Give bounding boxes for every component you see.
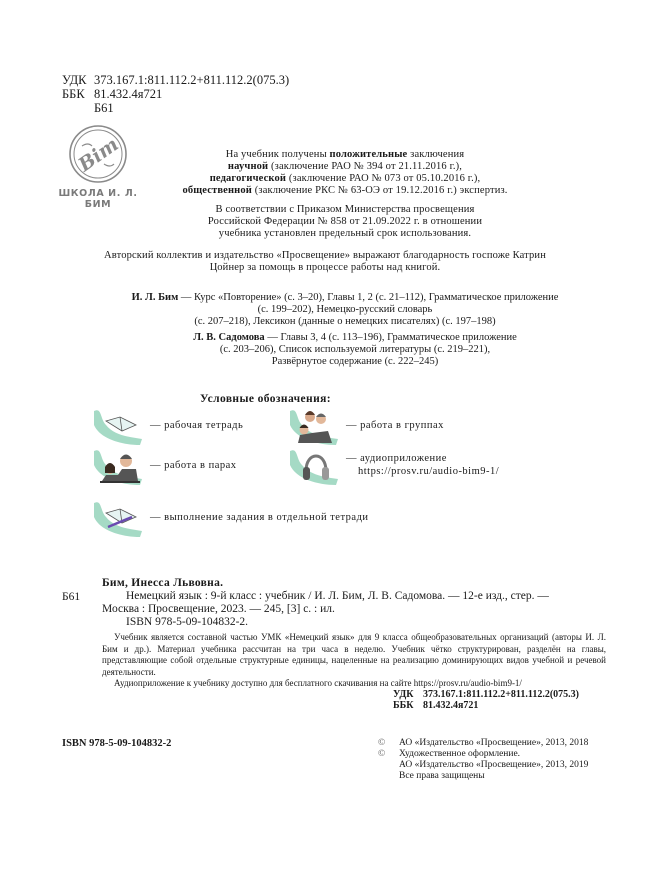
notebook-pen-icon — [92, 497, 144, 537]
author-contribution-bim: И. Л. Бим — Курс «Повторение» (с. 3–20), Главы 1, 2 (с. 21–112), Грамматическое приложение (с. 199–202), Немецко-русский словарь (с. 207–218), Лексикон (данные о немецких писателях) (с. 197–198) — [131, 292, 559, 327]
school-bim-logo — [46, 124, 150, 210]
isbn: ISBN 978-5-09-104832-2 — [62, 738, 172, 749]
copyright-icon: © — [378, 738, 386, 748]
udk-label: УДК — [62, 73, 87, 87]
isbn-line: ISBN 978-5-09-104832-2. — [126, 616, 249, 628]
classification-header — [62, 73, 289, 115]
author-name: И. Л. Бим — [131, 292, 179, 303]
copyright-block: © АО «Издательство «Просвещение», 2013, 2018 © Художественное оформление. АО «Издательство «Просвещение», 2013, 2019 Все права защищены — [378, 738, 589, 781]
decree-block: В соответствии с Приказом Министерства просвещения Российской Федерации № 858 от 21.09.2022 г. в отношении учебника установлен предельный срок использования. — [207, 204, 483, 239]
author-name: Л. В. Садомова — [193, 332, 265, 343]
author-contribution-sadomova: Л. В. Садомова — Главы 3, 4 (с. 113–196), Грамматическое приложение (с. 203–206), Список используемой литературы (с. 219–221), Развёрнутое содержание (с. 222–245) — [193, 332, 517, 367]
legend-item-workbook: — рабочая тетрадь — [92, 405, 243, 445]
bim-emblem-icon — [68, 124, 128, 184]
legend-title: Условные обозначения: — [200, 393, 331, 405]
legend-item-pair-work: — работа в парах — [92, 445, 237, 485]
annotation: Учебник является составной частью УМК «Немецкий язык» для 9 класса общеобразовательных организаций (авторы И. Л. Бим и др.). Материал учебника рассчитан на три часа в неделю. Учебник чётко структурирован, разделён на главы, представляющие собой отдельные структурные единицы, нацеленные на реализацию доминирующих видов учебной и речевой деятельности. Аудиоприложение к учебнику доступно для бесплатного скачивания на сайте https://prosv.ru/audio-bim9-1/ — [102, 632, 606, 688]
footer-classification: УДК 373.167.1:811.112.2+811.112.2(075.3) ББК 81.432.4я721 — [393, 689, 579, 711]
legend-item-audio: — аудиоприложение https://prosv.ru/audio-bim9-1/ — [288, 445, 499, 485]
legend-item-group-work: — работа в группах — [288, 405, 444, 445]
author-heading: Бим, Инесса Львовна. — [102, 577, 224, 589]
workbook-icon — [92, 405, 144, 445]
reviews-block: На учебник получены положительные заключения научной (заключение РАО № 394 от 21.11.2016 г.), педагогической (заключение РАО № 073 от 05.10.2016 г.), общественной (заключение РКС № 63-ОЭ от 19.12.2016 г.) экспертиз. — [182, 149, 508, 196]
bibliographic-record: Бим, Инесса Львовна. Б61 Немецкий язык : 9-й класс : учебник / И. Л. Бим, Л. В. Садомова. — 12-е изд., стер. — Москва : Просвещение, 2023. — 245, [3] с. : ил. ISBN 978-5-09-104832-2. — [62, 577, 612, 629]
author-mark: Б61 — [94, 101, 114, 115]
svg-text:Bim: Bim — [74, 133, 123, 177]
copyright-icon: © — [378, 749, 386, 759]
legend-item-separate-notebook: — выполнение задания в отдельной тетради — [92, 497, 369, 537]
acknowledgement-block: Авторский коллектив и издательство «Просвещение» выражают благодарность госпоже Катрин Цойнер за помощь в процессе работы над книгой. — [104, 250, 546, 273]
logo-caption: ШКОЛА И. Л. БИМ — [58, 188, 138, 210]
bbk-value: 81.432.4я721 — [94, 87, 163, 101]
audio-download-note: Аудиоприложение к учебнику доступно для бесплатного скачивания на сайте https://prosv.ru/audio-bim9-1/ — [114, 678, 522, 688]
headphones-icon — [288, 445, 340, 485]
udk-value: 373.167.1:811.112.2+811.112.2(075.3) — [94, 73, 290, 87]
audio-url: https://prosv.ru/audio-bim9-1/ — [358, 466, 500, 477]
author-mark: Б61 — [62, 591, 81, 603]
bbk-label: ББК — [62, 87, 85, 101]
group-work-icon — [288, 405, 340, 445]
pair-work-icon — [92, 445, 144, 485]
